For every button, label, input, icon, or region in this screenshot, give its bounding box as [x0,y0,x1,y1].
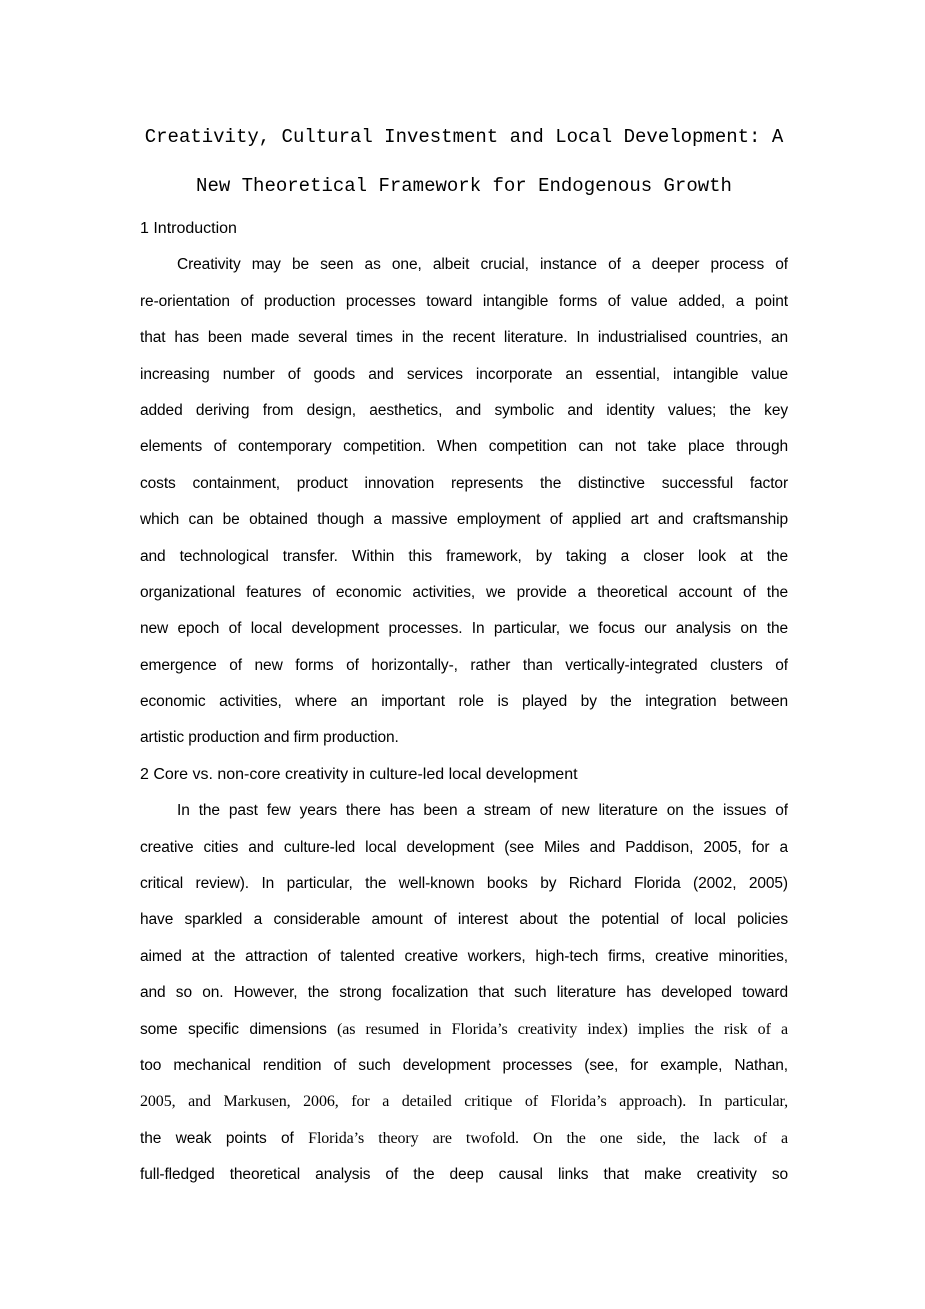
text-line [140,866,788,902]
paper-title-line-2: New Theoretical Framework for Endogenous Growth [196,175,732,197]
text-segment-sans: increasing number of goods and services incorporate an essential, intangible value [140,365,788,383]
text-segment-sans: creative cities and culture-led local development (see Miles and Paddison, 2005, for a [140,838,788,856]
text-line [140,975,788,1011]
text-segment-sans: that has been made several times in the recent literature. In industrialised countries, an [140,329,788,347]
text-segment-sans: costs containment, product innovation represents the distinctive successful factor [140,474,788,492]
text-line [140,648,788,684]
text-line [140,830,788,866]
text-line [140,793,788,829]
document-body [140,211,788,1194]
text-line [140,1121,788,1157]
text-segment-serif: Florida’s theory are twofold. On the one side, the lack of a [308,1129,788,1147]
text-segment-sans: and so on. However, the strong focalization that such literature has developed toward [140,984,788,1002]
text-line [140,429,788,465]
text-line [140,1048,788,1084]
text-segment-sans: elements of contemporary competition. When competition can not take place through [140,438,788,456]
text-segment-sans: the weak points of [140,1129,309,1147]
text-line [140,466,788,502]
text-segment-sans: new epoch of local development processes. In particular, we focus our analysis on the [140,620,788,638]
text-segment-sans: re-orientation of production processes toward intangible forms of value added, a point [140,292,788,310]
text-line [140,1084,788,1120]
text-segment-sans: aimed at the attraction of talented creative workers, high-tech firms, creative minorities, [140,947,788,965]
text-segment-sans: too mechanical rendition of such development processes (see, for example, Nathan, [140,1057,788,1075]
text-line [140,575,788,611]
text-line [140,684,788,720]
text-segment-sans: have sparkled a considerable amount of interest about the potential of local policies [140,911,788,929]
text-segment-sans: emergence of new forms of horizontally-, rather than vertically-integrated clusters of [140,656,788,674]
text-line [140,611,788,647]
text-segment-sans: critical review). In particular, the well-known books by Richard Florida (2002, 2005) [140,875,788,893]
text-line [140,320,788,356]
text-segment-sans: In the past few years there has been a stream of new literature on the issues of [177,802,788,820]
text-line [140,539,788,575]
text-line [140,1012,788,1048]
text-segment-serif: 2005, and Markusen, 2006, for a detailed critique of Florida’s approach). In particular, [140,1093,788,1111]
text-line [140,1157,788,1193]
text-segment-sans: organizational features of economic activities, we provide a theoretical account of the [140,583,788,601]
text-line [140,357,788,393]
text-segment-sans: full-fledged theoretical analysis of the deep causal links that make creativity so [140,1166,788,1184]
text-segment-serif: (as resumed in Florida’s creativity index) implies the risk of a [326,1020,788,1038]
text-segment-sans: economic activities, where an important role is played by the integration between [140,693,788,711]
text-segment-sans: Creativity may be seen as one, albeit crucial, instance of a deeper process of [177,256,788,274]
text-line [140,939,788,975]
section-heading-1: 1 Introduction [140,220,237,237]
text-segment-sans: which can be obtained though a massive employment of applied art and craftsmanship [140,511,788,529]
text-segment-sans: and technological transfer. Within this framework, by taking a closer look at the [140,547,788,565]
paper-title-line-1: Creativity, Cultural Investment and Local Development: A [144,126,784,148]
text-line [140,247,788,283]
text-line [140,502,788,538]
text-line [140,720,788,756]
text-block [140,113,788,1194]
text-segment-sans: added deriving from design, aesthetics, and symbolic and identity values; the key [140,401,788,419]
paper-title [140,113,788,211]
text-segment-sans: artistic production and firm production. [140,729,399,747]
text-line [140,393,788,429]
text-segment-sans: some specific dimensions [140,1020,327,1038]
text-line [140,284,788,320]
text-line [140,902,788,938]
section-heading-2: 2 Core vs. non-core creativity in culture-led local development [140,765,578,783]
